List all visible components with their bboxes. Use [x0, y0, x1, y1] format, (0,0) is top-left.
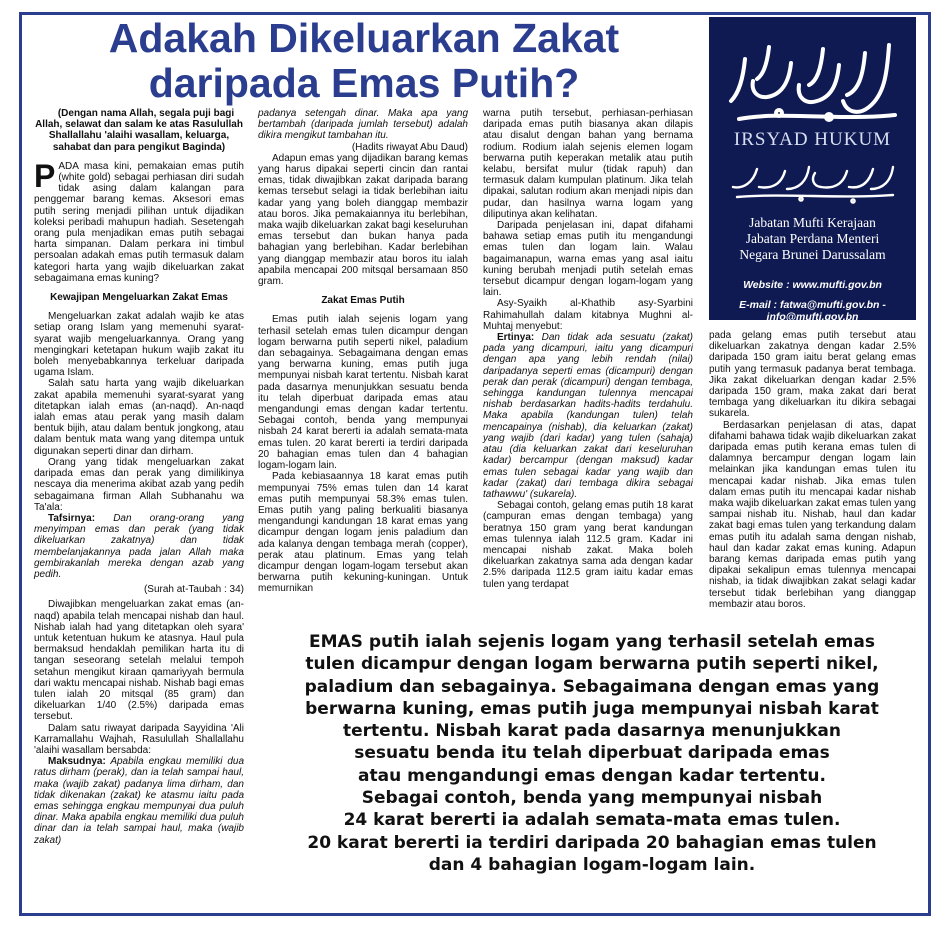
opening-invocation: (Dengan nama Allah, segala puji bagi Allah, selawat dan salam ke atas Rasulullah Shallallahu 'alaihi wasallam, keluarga, sahabat dan para pengikut Baginda)	[35, 108, 243, 153]
paragraph: Dalam satu riwayat daripada Sayyidina 'Ali Karramallahu Wajhah, Rasulullah Shallallahu 'alaihi wasallam bersabda:	[34, 722, 244, 756]
column-2	[258, 108, 468, 595]
maksud-label: Maksudnya:	[48, 756, 106, 768]
maksud-quote	[34, 756, 244, 846]
pull-quote-line: EMAS putih ialah sejenis logam yang terhasil setelah emas	[309, 632, 875, 652]
pull-quote-line: paladium dan sebagainya. Sebagaimana dengan emas yang	[304, 676, 880, 697]
paragraph: Emas putih ialah sejenis logam yang terhasil setelah emas tulen dicampur dengan logam berwarna putih seperti nikel, paladium dan sebagainya. Sebagaimana dengan emas yang berwarna kuning, emas putih juga mempunyai nisbah karat tertentu. Nisbah karat pada dasarnya menunjukkan sesuatu benda itu telah diperbuat daripada emas atau mengandungi emas dengan kadar tertentu. Sebagai contoh, benda yang mempunyai nisbah 24 karat bererti ia adalah semata-mata emas tulen. 20 karat bererti ia terdiri daripada 20 bahagian emas tulen dan 4 bahagian logam-logam lain.	[258, 314, 468, 472]
paragraph: pada gelang emas putih tersebut atau dikeluarkan zakatnya dengan kadar 2.5% daripada 150 gram iaitu berat gelang emas putih yang termasuk padanya berat tembaga. Jika zakat dikeluarkan dengan kadar 2.5% daripada 150 gram, maka zakat dari berat tembaga yang dikeluarkan itu dikira sebagai sukarela.	[709, 330, 916, 420]
paragraph: Daripada penjelasan ini, dapat difahami bahawa setiap emas putih itu mengandungi emas tulen dan logam lain. Walau bagaimanapun, warna emas yang asal iaitu kuning berubah menjadi putih setelah emas tersebut dicampur dengan logam-logam yang lain.	[483, 220, 693, 299]
arabic-calligraphy-icon	[719, 35, 906, 125]
website-text: Website : www.mufti.gov.bn	[743, 279, 882, 291]
pull-quote-line: tulen dicampur dengan logam berwarna putih seperti nikel,	[305, 654, 879, 675]
pull-quote-line: dan 4 bahagian logam-logam lain.	[428, 854, 756, 875]
paragraph	[34, 157, 244, 284]
paragraph-text: ADA masa kini, pemakaian emas putih (white gold) sebagai perhiasan diri sudah tidak asing dalam kalangan para penggemar barang kemas. Aksesori emas putih sering menjadi pilihan untuk dijadikan koleksi peribadi mahupun hadiah. Sesetengah orang pula menjadikan emas putih sebagai harta simpanan. Dalam perkara ini timbul persoalan adakah emas putih termasuk dalam kategori harta yang wajib dikeluarkan zakat sebagaimana emas kuning?	[34, 160, 244, 284]
email-text: E-mail : fatwa@mufti.gov.bn - info@mufti.gov.bn	[739, 299, 886, 323]
paragraph: warna putih tersebut, perhiasan-perhiasan daripada emas putih biasanya akan dilapis atau disalut dengan bahan yang bernama rodium. Rodium ialah sejenis elemen logam berwarna putih keperakan metalik atau putih kelabu, bersifat mulur (tidak rapuh) dan termasuk dalam kumpulan platinum. Jika telah dipakai, salutan rodium akan menjadi nipis dan pudar, dan hasilnya warna logam yang diliputinya akan kelihatan.	[483, 108, 693, 220]
pull-quote	[272, 631, 912, 876]
column-4	[709, 330, 916, 610]
article-title	[24, 16, 704, 106]
tafsir-quote	[34, 513, 244, 580]
pull-quote-line: 20 karat bererti ia terdiri daripada 20 bahagian emas tulen	[307, 832, 877, 853]
paragraph: Mengeluarkan zakat adalah wajib ke atas setiap orang Islam yang memenuhi syarat-syarat wajib mengeluarkannya. Orang yang mengingkari ketetapan hukum wajib zakat itu boleh menyebabkannya terkeluar daripada ugama Islam.	[34, 311, 244, 379]
ertinya-text: Dan tidak ada sesuatu (zakat) pada yang dicampuri, iaitu yang dicampuri dengan apa yang lebih rendah (nilai) daripadanya seperti emas (dicampuri) dengan perak dan perak (dicampuri) dengan tembaga, sehingga kandungan tulennya mencapai nishab berdasarkan hadits-hadits terdahulu. Maka apabila (kandungan tulen) telah mencapainya (nishab), dia keluarkan (zakat) yang wajib (dari kadar) yang tulen (sahaja) atau (dia keluarkan zakat dari keseluruhan kadar) bercampur (dengan maksud) kadar emas tulen sebagai kadar yang wajib dan kadar (zakat) dari tembaga dikira sebagai tathawwu' (sukarela).	[483, 332, 693, 500]
tafsir-text: Dan orang-orang yang menyimpan emas dan perak (yang tidak dikeluarkan zakatnya) dan tidak membelanjakannya pada jalan Allah maka gembirakanlah mereka dengan azab yang pedih.	[34, 512, 244, 580]
section-heading: Zakat Emas Putih	[321, 295, 405, 307]
hadith-reference: (Hadits riwayat Abu Daud)	[351, 141, 468, 153]
pull-quote-line: 24 karat bererti ia adalah semata-mata emas tulen.	[343, 810, 841, 831]
pull-quote-line: berwarna kuning, emas putih juga mempunyai nisbah karat	[305, 698, 879, 719]
irsyad-hukum-banner	[709, 17, 916, 323]
paragraph: Pada kebiasaannya 18 karat emas putih mempunyai 75% emas tulen dan 14 karat emas putih mempunyai 58.3% emas tulen. Emas putih yang paling berkualiti biasanya mengandungi kandungan 18 karat emas yang dicampur dengan logam jenis paladium dan ada kalanya dengan tembaga merah (copper), perak atau platinum. Emas yang telah dicampur dengan logam-logam tersebut akan berwarna putih kekuning-kuningan. Untuk memurnikan	[258, 471, 468, 595]
paragraph: Salah satu harta yang wajib dikeluarkan zakat apabila memenuhi syarat-syarat yang ditetapkan ialah emas (an-naqd). An-naqd ialah emas atau perak yang masih dalam bentuk bijih, atau dalam bentuk jongkong, atau dalam bentuk mata wang yang ditempa untuk digunakan seperti dinar dan dirham.	[34, 378, 244, 457]
ertinya-label: Ertinya:	[497, 332, 535, 344]
pull-quote-line: tertentu. Nisbah karat pada dasarnya menunjukkan	[343, 721, 841, 742]
surah-reference: (Surah at-Taubah : 34)	[143, 584, 244, 596]
paragraph: Sebagai contoh, gelang emas putih 18 karat (campuran emas dengan tembaga) yang beratnya 150 gram yang berat kandungan emas tulennya ialah 112.5 gram. Kadar ini mencapai nishab zakat. Maka boleh dikeluarkan zakatnya sama ada dengan kadar 2.5% daripada 112.5 gram iaitu kadar emas tulen yang terdapat	[483, 500, 693, 590]
section-heading: Kewajipan Mengeluarkan Zakat Emas	[50, 292, 228, 304]
column-1	[34, 108, 244, 846]
irsyad-hukum-label: IRSYAD HUKUM	[733, 129, 892, 150]
paragraph: Asy-Syaikh al-Khathib asy-Syarbini Rahimahullah dalam kitabnya Mughni al-Muhtaj menyebut:	[483, 298, 693, 332]
paragraph: Berdasarkan penjelasan di atas, dapat difahami bahawa tidak wajib dikeluarkan zakat daripada emas putih kerana emas tulen di dalamnya bercampur dengan logam lain melainkan jika kandungan emas tulen itu mencapai kadar nishab. Jika emas tulen dalam emas putih itu mencapai kadar nishab maka wajib dikeluarkan zakat emas tulen yang sampai nishab itu. Nishab, haul dan kadar zakat bagi emas tulen yang terkandung dalam emas putih itu adalah sama dengan nishab, haul dan kadar zakat emas kuning. Adapun barang kemas daripada emas putih yang dipakai sekalipun emas tulennya mencapai nishab, ia tidak diwajibkan zakat selagi kadar tersebut tidak berlebihan yang dianggap membazir atau boros.	[709, 419, 916, 610]
hadith-continuation: padanya setengah dinar. Maka apa yang bertambah (daripada jumlah tersebut) adalah dikira mengikut tambahan itu.	[258, 108, 468, 142]
ertinya-quote	[483, 332, 693, 500]
jabatan-mufti-arabic-icon	[723, 159, 903, 205]
pull-quote-line: atau mengandungi emas dengan kadar tertentu.	[358, 765, 826, 786]
org-line-1: Jabatan Mufti Kerajaan	[749, 215, 876, 230]
paragraph: Orang yang tidak mengeluarkan zakat daripada emas dan perak yang dimilikinya nescaya dia menerima akibat azab yang pedih sebagaimana firman Allah Subhanahu wa Ta'ala:	[34, 456, 244, 513]
title-line-2: daripada Emas Putih?	[148, 60, 580, 106]
org-line-3: Negara Brunei Darussalam	[739, 247, 886, 262]
paragraph: Diwajibkan mengeluarkan zakat emas (an-naqd) apabila telah mencapai nishab dan haul. Nishab ialah had yang ditetapkan oleh syara' untuk ketentuan hukum ke atasnya. Haul pula bermaksud hendaklah pemilikan harta itu di tangan seseorang setelah melalui tempoh setahun mengikut kiraan qamariyyah bermula dari waktu mencapai nishab. Nishab bagi emas tulen ialah 20 mitsqal (85 gram) dan dikeluarkan 1/40 (2.5%) daripada emas tersebut.	[34, 599, 244, 723]
pull-quote-line: Sebagai contoh, benda yang mempunyai nisbah	[361, 788, 823, 809]
tafsir-label: Tafsirnya:	[48, 512, 96, 524]
title-line-1: Adakah Dikeluarkan Zakat	[108, 15, 620, 61]
drop-cap: P	[34, 157, 56, 194]
org-line-2: Jabatan Perdana Menteri	[745, 231, 880, 246]
paragraph: Adapun emas yang dijadikan barang kemas yang harus dipakai seperti cincin dan rantai emas, tidak diwajibkan zakat daripada barang kemas tersebut selagi ia tidak berlebihan iaitu kadar yang yang boleh dianggap membazir atau boros. Jika pemakaiannya itu berlebihan, maka wajib dikeluarkan zakat bagi keseluruhan emas tersebut dan bukan hanya pada bahagian yang berlebihan. Kadar berlebihan yang dianggap membazir atau boros itu ialah apabila mencapai 200 mitsqal bersamaan 850 gram.	[258, 152, 468, 288]
pull-quote-line: sesuatu benda itu telah diperbuat daripada emas	[354, 743, 830, 764]
maksud-text: Apabila engkau memiliki dua ratus dirham (perak), dan ia telah sampai haul, maka (wajib zakat) padanya lima dirham, dan tidak dikenakan (zakat) ke atasmu iaitu pada emas sehingga engkau mempunyai dua puluh dinar. Maka apabila engkau memiliki dua puluh dinar dan ia telah sampai haul, maka (wajib zakat)	[34, 756, 244, 846]
column-3	[483, 108, 693, 590]
organisation-name	[709, 215, 916, 263]
